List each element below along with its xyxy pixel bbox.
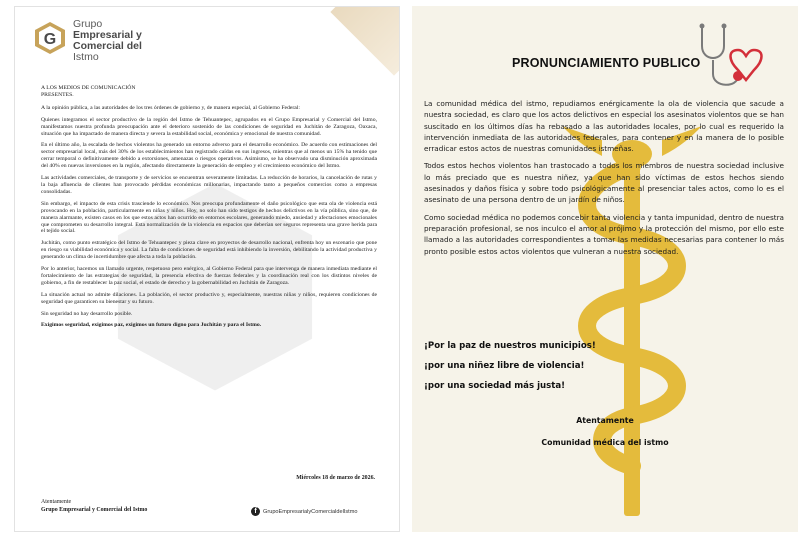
corner-decoration bbox=[330, 6, 400, 76]
statement-paragraph-1: La comunidad médica del istmo, repudiamos enérgicamente la ola de violencia que sacude a nuestra sociedad, es claro que los actos delictivos en especial los asesinatos violentos que se han suscitado en los últimos días ha rebasado a las autoridades locales, por lo cual es requerido la intervención inmediata de las autoridades federales, para contener y en la manera de lo posible erradicar estos actos de nuestras comunidades istmeñas. bbox=[424, 99, 784, 154]
statement-closing: Atentamente bbox=[576, 416, 634, 425]
statement-body bbox=[424, 98, 784, 263]
letter-date: Miércoles 18 de marzo de 2026. bbox=[296, 475, 375, 481]
slogans bbox=[424, 336, 596, 396]
slogan-2: ¡por una niñez libre de violencia! bbox=[424, 361, 585, 371]
paragraph-6: Juchitán, como punto estratégico del Istmo de Tehuantepec y pieza clave en proyectos de desarrollo nacional, enfrenta hoy un escenario que pone en riesgo su viabilidad económica y social. La falta de condiciones de seguridad está inhibiendo la inversión, debilitando la actividad productiva y generando un clima de incertidumbre que afecta a toda la población. bbox=[41, 240, 377, 261]
statement-paragraph-3: Como sociedad médica no podemos concebir tanta violencia y tanta impunidad, dentro de nuestra preparación profesional, se nos inculco el amor al prójimo y la protección del mismo, por ello este llamado a las autoridades correspondientes a tomar las medidas necesarias para contener lo más pronto posible estos actos violentos que vulneran a nuestra sociedad. bbox=[424, 212, 784, 256]
paragraph-4: Las actividades comerciales, de transporte y de servicios se encuentran severamente limitadas. La reducción de horarios, la cancelación de rutas y la baja afluencia de clientes han provocado pérdidas económicas millonarias, impactando tanto a pequeños comercios como a empresas consolidadas. bbox=[41, 175, 377, 195]
slogan-3: ¡por una sociedad más justa! bbox=[424, 381, 566, 391]
paragraph-5: Sin embargo, el impacto de esta crisis trasciende lo económico. Nos preocupa profundamente el daño psicológico que esta ola de violencia está provocando en la población, particularmente en niñas y niños. Hoy, no solo han sido testigos de hechos delictivos en la vía pública, sino que, de manera alarmante, existen casos en los que estos actos han ocurrido en entornos escolares, generando miedo, ansiedad y afectaciones emocionales que comprometen su desarrollo integral. Esta normalización de la violencia en espacios que deberían ser seguros representa una grave herida para el tejido social. bbox=[41, 200, 377, 235]
stethoscope-icon bbox=[694, 22, 764, 98]
statement-paragraph-2: Todos estos hechos violentos han trastocado a todos los miembros de nuestra sociedad inclusive lo más preciado que es nuestra niñez, ya que han sido víctimas de estos hechos siendo asesinados y daños física y sobre todo psicológicamente al presenciar tales actos, como lo es el asesinato de una persona dentro de un jardín de niños. bbox=[424, 161, 784, 205]
medical-community-statement bbox=[412, 6, 798, 532]
addressee-2: PRESENTES. bbox=[41, 91, 74, 98]
business-group-letter bbox=[14, 6, 400, 532]
paragraph-8: La situación actual no admite dilaciones. La población, el sector productivo y, especialmente, nuestras niñas y niños, requieren condiciones de seguridad que garanticen su bienestar y su futuro. bbox=[41, 291, 377, 305]
paragraph-3: En el último año, la escalada de hechos violentos ha generado un entorno adverso para el desarrollo económico. De acuerdo con estimaciones del sector empresarial local, más del 30% de los establecimientos han registrado caídas en sus ingresos, mientras que al menos un 15% ha tenido que cerrar temporal o definitivamente debido a extorsiones, amenazas o riesgos operativos. Asimismo, se ha observado una disminución aproximada del 40% en nuevas inversiones en la región, afectando directamente la generación de empleo y el crecimiento económico del Istmo. bbox=[41, 142, 377, 170]
paragraph-7: Por lo anterior, hacemos un llamado urgente, respetuoso pero enérgico, al Gobierno Federal para que intervenga de manera inmediata mediante el fortalecimiento de las estrategias de seguridad, la presencia efectiva de fuerzas federales y la coordinación real con los distintos niveles de gobierno, a fin de restablecer la paz social, el estado de derecho y la gobernabilidad en Juchitán de Zaragoza. bbox=[41, 266, 377, 286]
paragraph-2: Quienes integramos el sector productivo de la región del Istmo de Tehuantepec, agrupados en el Grupo Empresarial y Comercial del Istmo, manifestamos nuestra profunda preocupación ante el deterioro sostenido de las condiciones de seguridad en Juchitán de Zaragoza, Oaxaca, situación que ha impactado de manera directa y severa la estabilidad social, económica y emocional de nuestra comunidad. bbox=[41, 116, 377, 137]
paragraph-1: A la opinión pública, a las autoridades de los tres órdenes de gobierno y, de manera especial, al Gobierno Federal: bbox=[41, 104, 300, 111]
sign-label: Atentamente bbox=[41, 499, 72, 505]
slogan-1: ¡Por la paz de nuestros municipios! bbox=[424, 341, 596, 351]
letter-signature bbox=[41, 499, 147, 514]
sign-name: Grupo Empresarial y Comercial del Istmo bbox=[41, 506, 148, 513]
brand-name: Grupo Empresarial y Comercial del Istmo bbox=[73, 18, 142, 63]
facebook-handle bbox=[251, 507, 358, 516]
gec-logo-icon bbox=[33, 21, 67, 55]
paragraph-10: Exigimos seguridad, exigimos paz, exigimos un futuro digno para Juchitán y para el Istmo. bbox=[41, 322, 262, 329]
addressee: A LOS MEDIOS DE COMUNICACIÓN bbox=[41, 85, 136, 91]
svg-text:G: G bbox=[43, 31, 57, 48]
paragraph-9: Sin seguridad no hay desarrollo posible. bbox=[41, 310, 133, 317]
facebook-icon: f bbox=[251, 507, 260, 516]
letter-body bbox=[41, 85, 377, 334]
facebook-text: GrupoEmpresarialyComercialdelIstmo bbox=[263, 508, 358, 515]
statement-signature: Comunidad médica del istmo bbox=[541, 438, 669, 447]
statement-title: PRONUNCIAMIENTO PUBLICO bbox=[512, 56, 701, 70]
